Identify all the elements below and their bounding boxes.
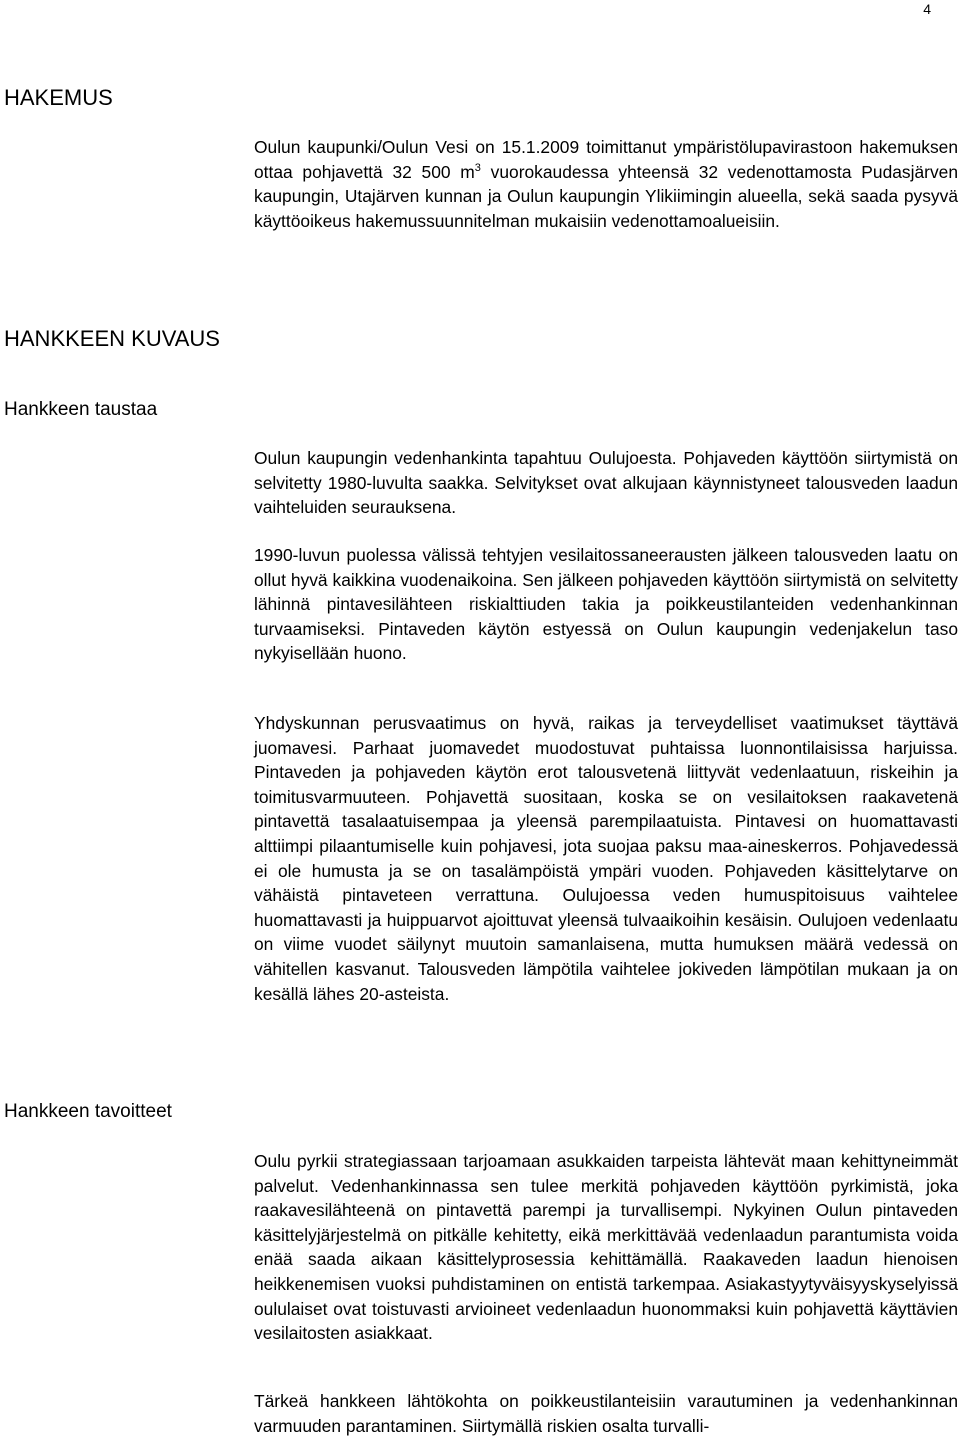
taustaa-paragraph-2: 1990-luvun puolessa välissä tehtyjen vesilaitossaneerausten jälkeen talousveden laatu on ollut hyvä kaikkina vuodenaikoina. Sen jälkeen pohjaveden käyttöön siirtymistä on selvitetty lähinnä pintavesilähteen riskialttiuden takia ja poikkeustilanteiden vedenhankinnan turvaamiseksi. Pintaveden käytön estyessä on Oulun kaupungin vedenjakelun taso nykyisellään huono. [254,545,958,664]
taustaa-paragraph-3: Yhdyskunnan perusvaatimus on hyvä, raikas ja terveydelliset vaatimukset täyttävä juomavesi. Parhaat juomavedet muodostuvat puhtaissa luonnontilaisissa harjuissa. Pintaveden ja pohjaveden käytön erot talousvetenä liittyvät vedenlaatuun, riskeihin ja toimitusvarmuuteen. Pohjavettä suositaan, koska se on vesilaitoksen raakavetenä pintavettä tasalaatuisempaa ja yleensä parempilaatuista. Pintavesi on huomattavasti alttiimpi pilaantumiselle kuin pohjavesi, jota suojaa paksu maa-aineskerros. Pohjavedessä ei ole humusta ja se on tasalämpöistä ympäri vuoden. Pohjaveden käsittelytarve on vähäistä pintaveteen verrattuna. Oulujoessa veden humuspitoisuus vaihtelee huomattavasti ja huippuarvot ajoittuvat yleensä tulvaaikoihin kesäisin. Oulujoen vedenlaatu on viime vuodet säilynyt muutoin samanlaisena, mutta humuksen määrä vedessä on vähitellen kasvanut. Talousveden lämpötila vaihtelee jokiveden lämpötilan mukaan ja on kesällä lähes 20-asteista. [254,713,958,1004]
hakemus-paragraph [254,135,958,233]
page-number: 4 [923,1,931,17]
tavoitteet-paragraph-1: Oulu pyrkii strategiassaan tarjoamaan asukkaiden tarpeista lähtevät maan kehittyneimmät palvelut. Vedenhankinnassa sen tulee merkitä pohjaveden käyttöön pyrkimistä, joka raakavesilähteenä on pintavettä parempi ja turvallisempi. Nykyinen Oulun pintaveden käsittelyjärjestelmä on pitkälle kehitetty, eikä merkittävää vedenlaadun parantumista voida enää saada aikaan käsittelyprosessia kehittämällä. Raakaveden laadun hienoisen heikkenemisen vuoksi puhdistaminen on entistä tarkempaa. Asiakastyytyväisyyskyselyissä oululaiset ovat toistuvasti arvioineet vedenlaadun huonommaksi kuin pohjavettä käyttävien vesilaitosten asiakkaat. [254,1151,958,1344]
hakemus-text-end: vuorokaudessa yhteensä 32 vedenottamosta Pudasjärven kaupungin, Utajärven kunnan ja Oulun kaupungin Ylikiimingin alueella, sekä saada pysyvä käyttöoikeus hakemussuunnitelman mukaisiin vedenottamoalueisiin. [254,161,958,231]
hakemus-text-start: Oulun kaupunki/Oulun Vesi on 15.1.2009 toimittanut ympäristölupavirastoon hakemuksen ottaa pohjavettä 32 500 m [254,137,958,182]
tavoitteet-paragraph-2: Tärkeä hankkeen lähtökohta on poikkeustilanteisiin varautuminen ja vedenhankinnan varmuuden parantaminen. Siirtymällä riskien osalta turvalli- [254,1391,958,1436]
subheading-hankkeen-taustaa: Hankkeen taustaa [4,399,158,420]
subheading-hankkeen-tavoitteet: Hankkeen tavoitteet [4,1101,172,1122]
section-heading-hankkeen-kuvaus: HANKKEEN KUVAUS [4,326,220,351]
taustaa-paragraph-1: Oulun kaupungin vedenhankinta tapahtuu Oulujoesta. Pohjaveden käyttöön siirtymistä on selvitetty 1980-luvulta saakka. Selvitykset ovat alkujaan käynnistyneet talousveden laadun vaihteluiden seurauksena. [254,448,958,518]
cubic-superscript: 3 [474,161,481,174]
section-heading-hakemus: HAKEMUS [4,85,113,110]
